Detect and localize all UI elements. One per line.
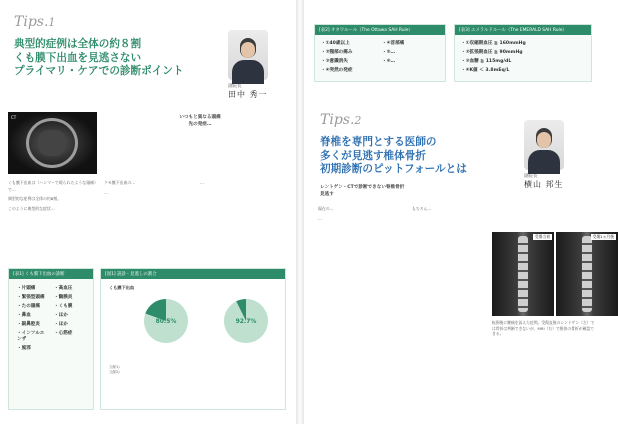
list-item: ・②拡張期血圧 ≧ 90mmHg: [461, 50, 523, 55]
doctor-photo: [228, 30, 268, 80]
doctor-role: 副院長: [524, 174, 538, 179]
list-item: ・髄膜炎: [54, 295, 73, 300]
paragraph: …: [318, 215, 322, 221]
lead-line-1: レントゲン・CTで診断できない脊椎骨折: [320, 185, 405, 190]
list-item: ・ほか: [54, 313, 68, 318]
pie-chart-1: [131, 293, 201, 353]
list-item: ・高血圧: [54, 286, 73, 291]
image-label: 受傷当初: [534, 234, 550, 239]
headline-line-1: 脊椎を専門とする医師の: [320, 136, 437, 148]
right-page: [304, 0, 614, 424]
chart-note: 文献2): [109, 369, 120, 374]
spine-images: [492, 232, 618, 316]
headline-line-3: 初期診断のピットフォールとは: [320, 163, 467, 175]
chart-note: 文献1): [109, 365, 120, 369]
list-item: ・③意識消失: [321, 59, 348, 64]
ottawa-rule-header: [315, 25, 445, 35]
list-item: ・片頭痛: [17, 286, 36, 291]
right-headline: [320, 136, 520, 177]
paragraph: …: [104, 189, 108, 195]
chart-title: [図1] 誤診・見逃しの割合: [101, 269, 285, 279]
doctor-photo: [524, 120, 564, 170]
ct-image-1: [8, 112, 97, 174]
list-item: ・⑤…: [382, 50, 396, 55]
emerald-rule-title: [表3] エメラルドルール（The EMERALD SAH Rule）: [459, 28, 567, 33]
paragraph: このように典型的な症状…: [8, 205, 55, 211]
spine-xray-initial: [492, 232, 554, 316]
lead-line-1: いつもと異なる頭痛: [179, 115, 221, 120]
chart-subtitle: くも膜下出血: [109, 285, 135, 290]
ct-tag: CT: [11, 115, 17, 120]
emerald-rule-box: [454, 24, 592, 82]
doctor-name: 田中 秀一: [228, 90, 268, 99]
body-column-2: [104, 180, 192, 244]
left-lead: [110, 114, 290, 128]
list-item: ・鼻血: [17, 313, 31, 318]
body-column-1: [8, 180, 96, 244]
list-item: ・①収縮期血圧 ≧ 160mmHg: [461, 41, 526, 46]
paragraph: クモ膜下出血の…: [104, 180, 136, 185]
left-headline: [14, 38, 214, 79]
headline-line-2: 多くが見逃す椎体骨折: [320, 149, 426, 162]
paragraph: くも膜下出血は（ハンマーで殴られたような頭痛）で…: [8, 180, 96, 192]
list-item: ・④首部痛: [382, 41, 405, 46]
diagnosis-list-title: [表1] くも膜下出血の診断: [9, 269, 93, 279]
doctor-name: 横山 邦生: [524, 180, 564, 189]
list-item: ・副鼻腔炎: [17, 322, 40, 327]
lead-line-2: 先の発症…: [188, 122, 212, 127]
ottawa-rule-items: [315, 35, 445, 78]
headline-line-1: 典型的症例は全体の約８割: [14, 38, 142, 50]
list-item: ・②頸部の痛み: [321, 50, 353, 55]
paragraph: …: [200, 180, 204, 185]
page-gutter: [296, 0, 304, 424]
misdiagnosis-chart-box: [100, 268, 286, 410]
diagnosis-list: [9, 279, 93, 357]
pie-data-label: 80.5%: [155, 318, 177, 325]
paragraph: もちろん…: [412, 206, 432, 211]
list-item: ・インフルエンザ: [17, 331, 45, 342]
list-item: [382, 67, 439, 73]
tips-text: Tips.: [14, 14, 49, 30]
tips-1-label: [14, 14, 55, 30]
lead-line-2: 見逃す: [320, 192, 334, 197]
paragraph: 現在の…: [318, 206, 334, 211]
image-caption: 転倒後に腰痛を訴えた症例。受傷直後のレントゲン（左）では骨折は判断できないが、MRI（右）で椎体の骨折が確認できる。: [492, 320, 595, 337]
list-item: ・④突然の発症: [321, 68, 353, 73]
list-item: ・緊張型頭痛: [17, 295, 45, 300]
headline-line-3: プライマリ・ケアでの診断ポイント: [14, 65, 184, 77]
list-item: ・①40歳以上: [321, 41, 350, 46]
ottawa-rule-box: [314, 24, 446, 82]
emerald-rule-header: [455, 25, 591, 35]
doctor-profile-1: [228, 30, 268, 100]
list-item: ・⑥…: [382, 59, 396, 64]
list-item: ・風邪: [17, 346, 31, 351]
ct-images: [8, 112, 97, 174]
list-item: ・たの頭痛: [17, 304, 40, 309]
body-column-2: [412, 206, 488, 406]
right-lead: [320, 184, 470, 198]
ottawa-rule-title: [表2] オタワルール（The Ottawa SAH Rule）: [319, 28, 413, 33]
doctor-role: 副院長: [228, 84, 242, 89]
spine-mri-followup: [556, 232, 618, 316]
pie-chart-2: [211, 293, 281, 353]
image-label: 受傷1ヵ月後: [592, 234, 614, 239]
chart-notes: [109, 365, 279, 375]
list-item: ・くも膜: [54, 304, 73, 309]
paragraph: 典型的な症例は全体の約8割。: [8, 196, 62, 202]
body-column-3: [200, 180, 288, 244]
left-page: [0, 0, 296, 424]
pie-data-label: 92.7%: [235, 318, 257, 325]
list-item: ・④K値 ＜ 3.8mEq/L: [461, 68, 510, 73]
diagnosis-list-box: [8, 268, 94, 410]
list-item: ・③血糖 ≧ 115mg/dL: [461, 59, 512, 64]
tips-number: 2: [354, 114, 362, 127]
tips-text: Tips.: [320, 112, 355, 128]
list-item: [54, 345, 85, 351]
list-item: ・ほか: [54, 322, 68, 327]
emerald-rule-items: [455, 35, 591, 78]
tips-2-label: [320, 112, 361, 128]
tips-number: 1: [48, 16, 56, 29]
doctor-profile-2: [524, 120, 564, 190]
body-column-1: [318, 206, 406, 406]
list-item: ・心筋症: [54, 331, 73, 336]
headline-line-2: くも膜下出血を見逃さない: [14, 51, 142, 64]
